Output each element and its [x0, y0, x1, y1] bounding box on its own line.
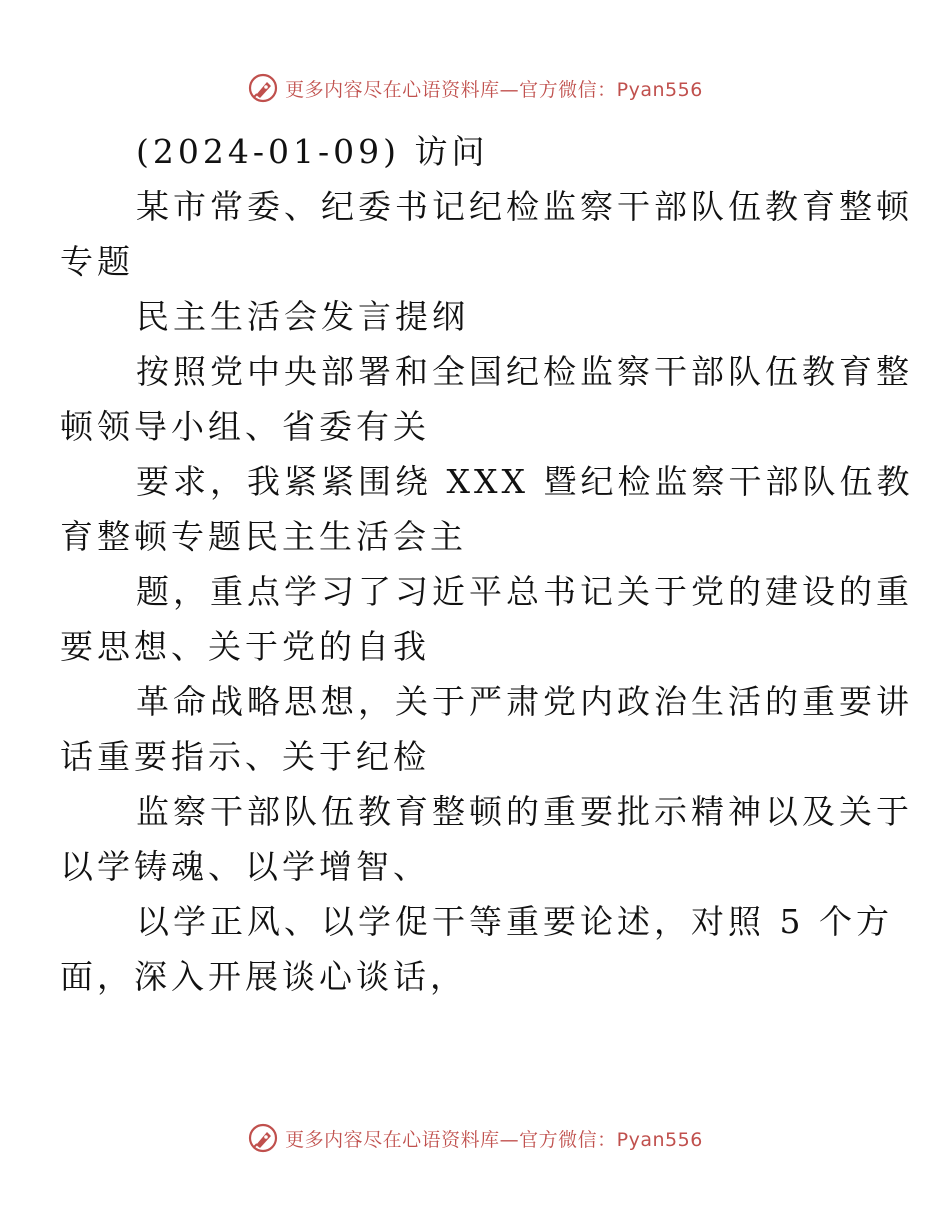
- paragraph-line: 顿领导小组、省委有关: [60, 407, 430, 446]
- paragraph-line: 题，重点学习了习近平总书记关于党的建设的重: [136, 572, 913, 611]
- paragraph-body: [60, 344, 913, 454]
- paragraph-title: [60, 179, 913, 289]
- paragraph-line: 要求，我紧紧围绕 XXX 暨纪检监察干部队伍教: [136, 462, 914, 501]
- watermark-text: 更多内容尽在心语资料库—官方微信：Pyan556: [285, 78, 703, 101]
- paragraph-line: 以学铸魂、以学增智、: [60, 847, 430, 886]
- paragraph-line: 按照党中央部署和全国纪检监察干部队伍教育整: [136, 352, 913, 391]
- header-watermark: [0, 72, 950, 104]
- pen-nib-logo-icon: [247, 1122, 279, 1154]
- paragraph-body: [60, 674, 913, 784]
- paragraph-body: [60, 564, 913, 674]
- paragraph-line: 革命战略思想，关于严肃党内政治生活的重要讲: [136, 682, 913, 721]
- pen-nib-logo-icon: [247, 72, 279, 104]
- footer-watermark: [0, 1122, 950, 1154]
- paragraph-subtitle: [98, 289, 858, 344]
- document-body: [60, 124, 914, 1004]
- paragraph-body: [60, 894, 893, 1004]
- paragraph-line: 面，深入开展谈心谈话，: [60, 957, 467, 996]
- paragraph-line: 某市常委、纪委书记纪检监察干部队伍教育整顿: [136, 187, 913, 226]
- paragraph-line: 专题: [60, 242, 134, 281]
- paragraph-line: 民主生活会发言提纲: [136, 297, 469, 336]
- paragraph-line: 要思想、关于党的自我: [60, 627, 430, 666]
- paragraph-line: 监察干部队伍教育整顿的重要批示精神以及关于: [136, 792, 913, 831]
- paragraph-line: 育整顿专题民主生活会主: [60, 517, 467, 556]
- paragraph-line: (2024-01-09) 访问: [136, 132, 489, 171]
- paragraph-date: [98, 124, 858, 179]
- paragraph-line: 话重要指示、关于纪检: [60, 737, 430, 776]
- paragraph-body: [60, 784, 913, 894]
- paragraph-line: 以学正风、以学促干等重要论述，对照 5 个方: [136, 902, 893, 941]
- watermark-text: 更多内容尽在心语资料库—官方微信：Pyan556: [285, 1128, 703, 1151]
- paragraph-body: [60, 454, 914, 564]
